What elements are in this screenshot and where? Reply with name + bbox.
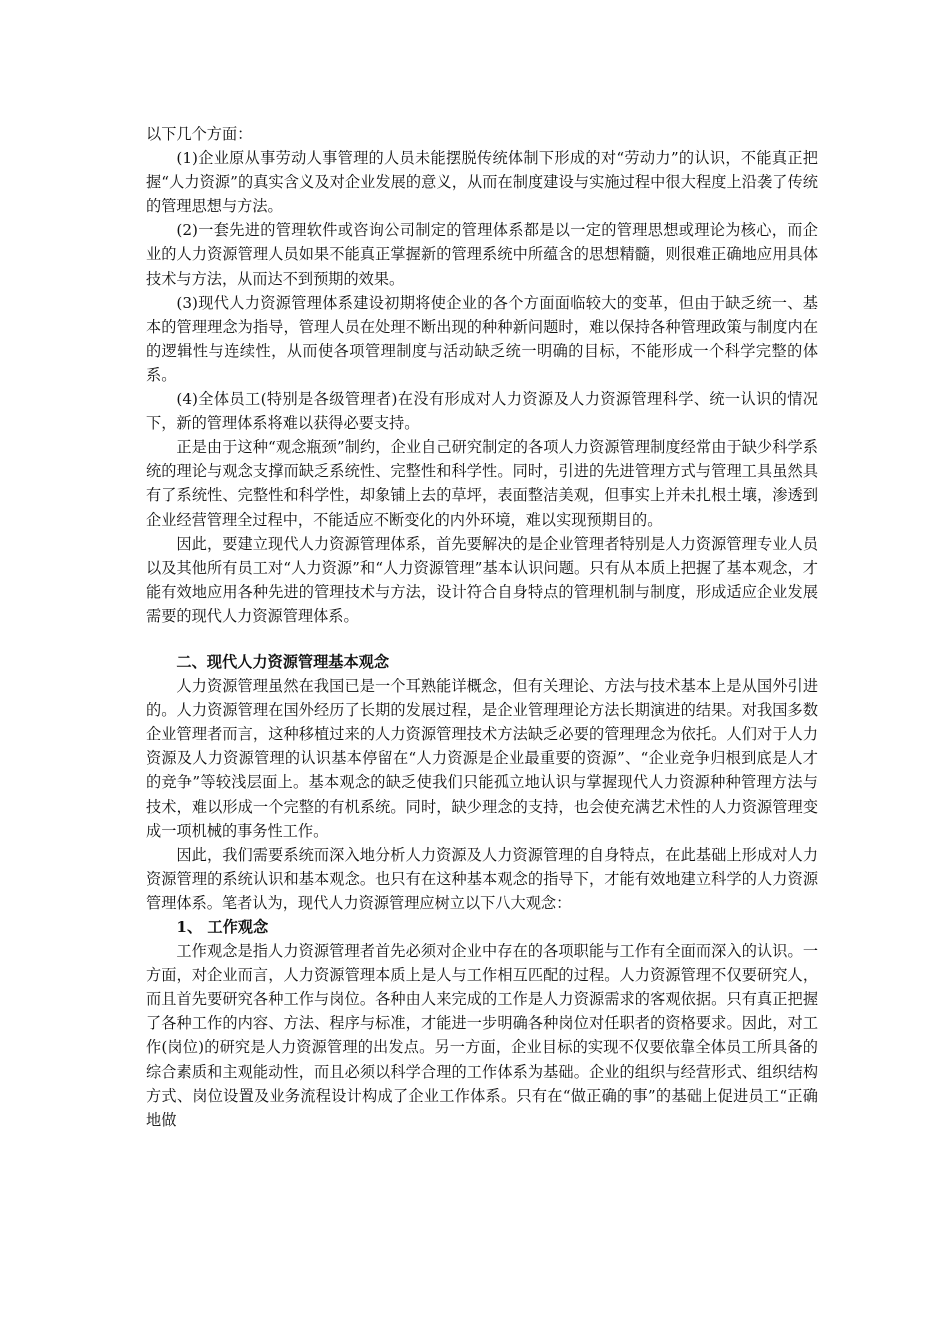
subsection-1-heading: 1、 工作观念 <box>176 918 269 936</box>
point-1: (1)企业原从事劳动人事管理的人员未能摆脱传统体制下形成的对“劳动力”的认识，不能真正把握“人力资源”的真实含义及对企业发展的意义，从而在制度建设与实施过程中很大程度上沿袭了传统的管理思想与方法。 <box>146 149 818 216</box>
document-page <box>146 122 818 1132</box>
intro-line: 以下几个方面： <box>146 125 253 143</box>
section-2-paragraph-1: 人力资源管理虽然在我国已是一个耳熟能详概念，但有关理论、方法与技术基本上是从国外引进的。人力资源管理在国外经历了长期的发展过程，是企业管理理论方法长期演进的结果。对我国多数企业管理者而言，这种移植过来的人力资源管理技术方法缺乏必要的管理理念为依托。人们对于人力资源及人力资源管理的认识基本停留在“人力资源是企业最重要的资源”、“企业竞争归根到底是人才的竞争”等较浅层面上。基本观念的缺乏使我们只能孤立地认识与掌握现代人力资源种种管理方法与技术，难以形成一个完整的有机系统。同时，缺少理念的支持，也会使充满艺术性的人力资源管理变成一项机械的事务性工作。 <box>146 677 818 840</box>
summary-paragraph-2: 因此，要建立现代人力资源管理体系，首先要解决的是企业管理者特别是人力资源管理专业人员以及其他所有员工对“人力资源”和“人力资源管理”基本认识问题。只有从本质上把握了基本观念，才能有效地应用各种先进的管理技术与方法，设计符合自身特点的管理机制与制度，形成适应企业发展需要的现代人力资源管理体系。 <box>146 534 818 625</box>
subsection-1-paragraph: 工作观念是指人力资源管理者首先必须对企业中存在的各项职能与工作有全面而深入的认识。一方面，对企业而言，人力资源管理本质上是人与工作相互匹配的过程。人力资源管理不仅要研究人，而且首先要研究各种工作与岗位。各种由人来完成的工作是人力资源需求的客观依据。只有真正把握了各种工作的内容、方法、程序与标准，才能进一步明确各种岗位对任职者的资格要求。因此，对工作(岗位)的研究是人力资源管理的出发点。另一方面，企业目标的实现不仅要依靠全体员工所具备的综合素质和主观能动性，而且必须以科学合理的工作体系为基础。企业的组织与经营形式、组织结构方式、岗位设置及业务流程设计构成了企业工作体系。只有在“做正确的事”的基础上促进员工“正确地做 <box>146 942 818 1129</box>
section-2-paragraph-2: 因此，我们需要系统而深入地分析人力资源及人力资源管理的自身特点，在此基础上形成对人力资源管理的系统认识和基本观念。也只有在这种基本观念的指导下，才能有效地建立科学的人力资源管理体系。笔者认为，现代人力资源管理应树立以下八大观念： <box>146 845 818 912</box>
section-2-heading: 二、现代人力资源管理基本观念 <box>176 652 390 671</box>
point-3: (3)现代人力资源管理体系建设初期将使企业的各个方面面临较大的变革，但由于缺乏统一、基本的管理理念为指导，管理人员在处理不断出现的种种新问题时，难以保持各种管理政策与制度内在的逻辑性与连续性，从而使各项管理制度与活动缺乏统一明确的目标，不能形成一个科学完整的体系。 <box>146 293 818 384</box>
summary-paragraph-1: 正是由于这种“观念瓶颈”制约，企业自己研究制定的各项人力资源管理制度经常由于缺少科学系统的理论与观念支撑而缺乏系统性、完整性和科学性。同时，引进的先进管理方式与管理工具虽然具有了系统性、完整性和科学性，却象铺上去的草坪，表面整洁美观，但事实上并未扎根土壤，渗透到企业经营管理全过程中，不能适应不断变化的内外环境，难以实现预期目的。 <box>146 438 818 529</box>
point-4: (4)全体员工(特别是各级管理者)在没有形成对人力资源及人力资源管理科学、统一认识的情况下，新的管理体系将难以获得必要支持。 <box>146 390 818 433</box>
point-2: (2)一套先进的管理软件或咨询公司制定的管理体系都是以一定的管理思想或理论为核心，而企业的人力资源管理人员如果不能真正掌握新的管理系统中所蕴含的思想精髓，则很难正确地应用具体技术与方法，从而达不到预期的效果。 <box>146 221 818 288</box>
